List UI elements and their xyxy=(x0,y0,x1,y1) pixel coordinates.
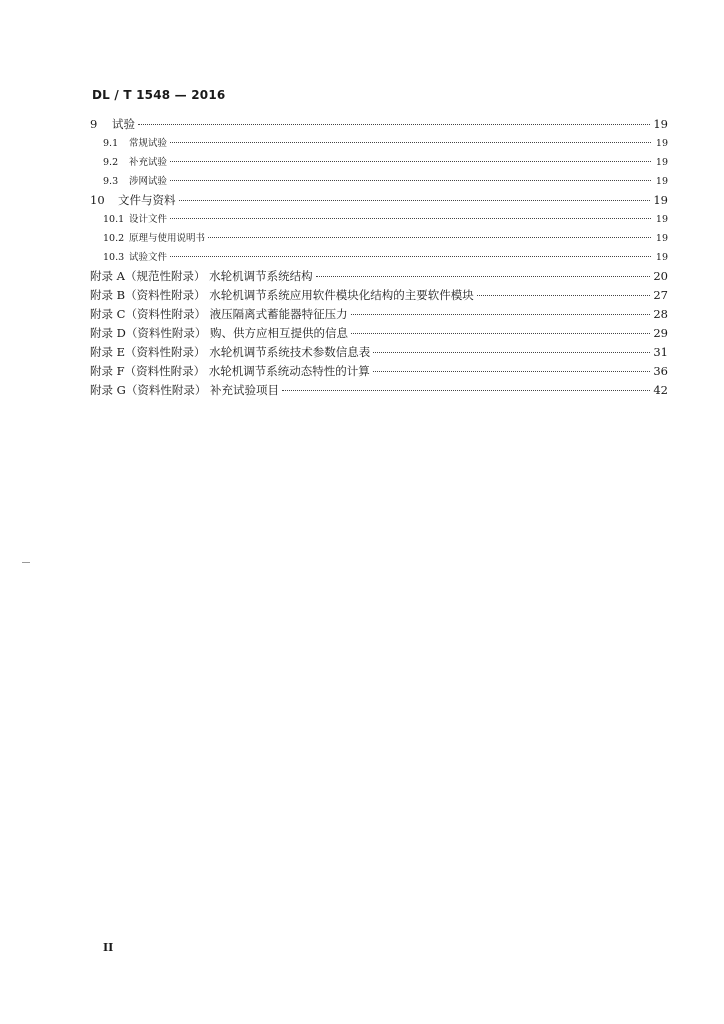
toc-entry-10-3[interactable] xyxy=(90,248,668,267)
toc-entry-number: 10 xyxy=(90,193,105,207)
toc-entry-10-2[interactable] xyxy=(90,229,668,248)
dot-leader xyxy=(373,371,651,372)
toc-entry-page: 19 xyxy=(655,233,668,244)
dot-leader xyxy=(282,390,650,391)
dot-leader xyxy=(170,161,651,162)
toc-entry-page: 29 xyxy=(653,326,668,340)
toc-entry-page: 19 xyxy=(655,138,668,149)
toc-entry-number: 9.3 xyxy=(103,176,119,187)
toc-entry-title: 原理与使用说明书 xyxy=(129,233,206,244)
toc-entry-title: 附录 D（资料性附录） 购、供方应相互提供的信息 xyxy=(90,326,349,340)
toc-entry-title: 设计文件 xyxy=(129,214,168,225)
toc-entry-page: 28 xyxy=(653,307,668,321)
dot-leader xyxy=(138,124,650,125)
toc-entry-number: 10.1 xyxy=(103,214,125,225)
toc-entry-title: 附录 F（资料性附录） 水轮机调节系统动态特性的计算 xyxy=(90,364,370,378)
toc-entry-page: 19 xyxy=(655,252,668,263)
toc-entry-10[interactable] xyxy=(90,191,668,210)
toc-entry-title: 附录 E（资料性附录） 水轮机调节系统技术参数信息表 xyxy=(90,345,371,359)
dot-leader xyxy=(351,314,651,315)
toc-entry-title: 附录 A（规范性附录） 水轮机调节系统结构 xyxy=(90,269,313,283)
table-of-contents xyxy=(90,115,668,400)
toc-entry-appendix-g[interactable] xyxy=(90,381,668,400)
toc-entry-title: 补充试验 xyxy=(129,157,168,168)
toc-entry-title: 试验 xyxy=(112,117,135,131)
toc-entry-page: 19 xyxy=(653,117,668,131)
toc-entry-page: 19 xyxy=(653,193,668,207)
toc-entry-page: 27 xyxy=(653,288,668,302)
toc-entry-number: 9.1 xyxy=(103,138,119,149)
dot-leader xyxy=(170,142,651,143)
toc-entry-9-2[interactable] xyxy=(90,153,668,172)
toc-entry-number: 9.2 xyxy=(103,157,119,168)
toc-entry-page: 19 xyxy=(655,176,668,187)
toc-entry-page: 42 xyxy=(653,383,668,397)
toc-entry-10-1[interactable] xyxy=(90,210,668,229)
toc-entry-page: 36 xyxy=(653,364,668,378)
toc-entry-number: 10.2 xyxy=(103,233,125,244)
toc-entry-appendix-c[interactable] xyxy=(90,305,668,324)
dot-leader xyxy=(179,200,651,201)
toc-entry-number: 9 xyxy=(90,117,98,131)
toc-entry-page: 20 xyxy=(653,269,668,283)
toc-entry-page: 19 xyxy=(655,214,668,225)
toc-entry-appendix-e[interactable] xyxy=(90,343,668,362)
toc-entry-title: 常规试验 xyxy=(129,138,168,149)
dot-leader xyxy=(170,180,651,181)
toc-entry-title: 文件与资料 xyxy=(118,193,176,207)
dot-leader xyxy=(170,256,651,257)
margin-mark xyxy=(22,562,30,563)
standard-number-header: DL / T 1548 — 2016 xyxy=(92,88,226,102)
toc-entry-page: 19 xyxy=(655,157,668,168)
page-number: II xyxy=(103,941,114,954)
dot-leader xyxy=(316,276,651,277)
dot-leader xyxy=(477,295,651,296)
toc-entry-appendix-b[interactable] xyxy=(90,286,668,305)
toc-entry-page: 31 xyxy=(653,345,668,359)
dot-leader xyxy=(351,333,650,334)
toc-entry-title: 试验文件 xyxy=(129,252,168,263)
toc-entry-title: 附录 B（资料性附录） 水轮机调节系统应用软件模块化结构的主要软件模块 xyxy=(90,288,474,302)
toc-entry-9-1[interactable] xyxy=(90,134,668,153)
toc-entry-title: 涉网试验 xyxy=(129,176,168,187)
toc-entry-appendix-a[interactable] xyxy=(90,267,668,286)
toc-entry-9[interactable] xyxy=(90,115,668,134)
toc-entry-9-3[interactable] xyxy=(90,172,668,191)
dot-leader xyxy=(208,237,651,238)
dot-leader xyxy=(170,218,651,219)
toc-entry-appendix-f[interactable] xyxy=(90,362,668,381)
toc-entry-number: 10.3 xyxy=(103,252,125,263)
toc-entry-appendix-d[interactable] xyxy=(90,324,668,343)
toc-entry-title: 附录 C（资料性附录） 液压隔离式蓄能器特征压力 xyxy=(90,307,348,321)
toc-entry-title: 附录 G（资料性附录） 补充试验项目 xyxy=(90,383,279,397)
dot-leader xyxy=(373,352,650,353)
